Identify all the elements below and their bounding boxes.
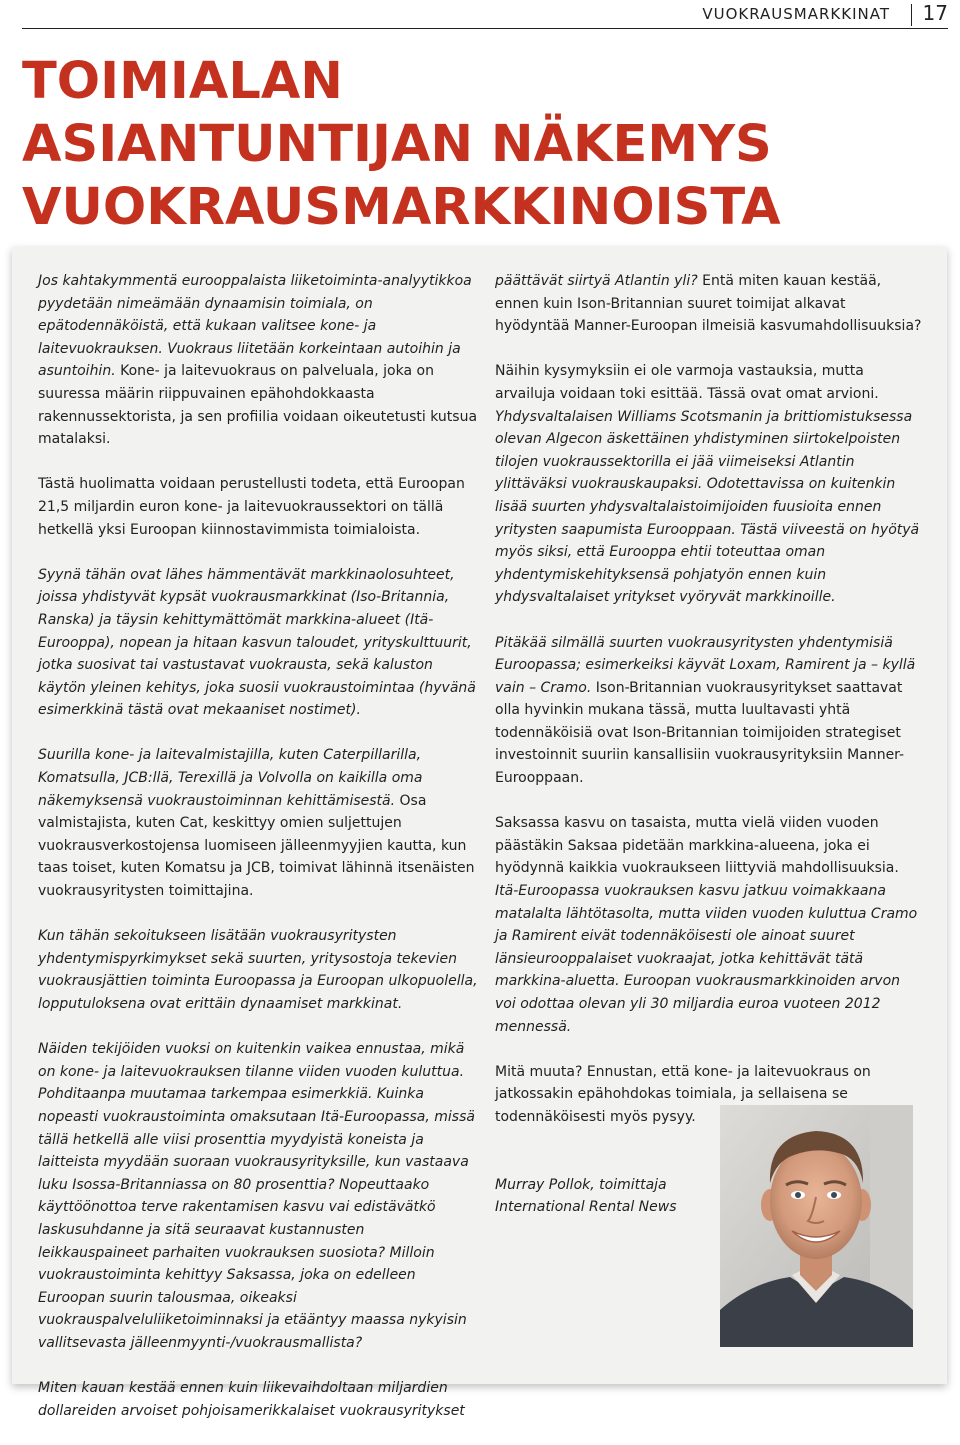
portrait-photo-icon — [720, 1105, 913, 1347]
paragraph — [38, 744, 478, 902]
paragraph — [38, 270, 478, 451]
article-title — [22, 50, 942, 239]
paragraph: Tästä huolimatta voidaan perustellusti todeta, että Euroopan 21,5 miljardin euron kone- ja laitevuokraussektori on tällä hetkellä yksi Euroopan kiinnostavimmista toimialoista. — [38, 476, 465, 538]
paragraph-regular: Entä miten kauan kestää, ennen kuin Ison-Britannian suuret toimijat alkavat hyödyntää Manner-Euroopan ilmeisiä kasvumahdollisuuksia? — [495, 273, 922, 335]
page-number: 17 — [922, 1, 948, 25]
paragraph-italic: Pitäkää silmällä suurten vuokrausyritysten yhdentymisiä Euroopassa; esimerkeiksi käyvät Loxam, Ramirent ja – kyllä vain – Cramo. — [495, 634, 916, 696]
left-column — [38, 270, 478, 1445]
paragraph — [495, 812, 923, 1038]
paragraph: Syynä tähän ovat lähes hämmentävät markkinaolosuhteet, joissa yhdistyvät kypsät vuokrausmarkkinat (Iso-Britannia, Ranska) ja täysin kehittymättömät markkina-alueet (Itä-Eurooppa), nopean ja hitaan kasvun taloudet, yrityskulttuurit, jotka suosivat tai vastustavat vuokrausta, sekä kaluston käytön yleinen kehitys, joka suosii vuokraustoimintaa (hyvänä esimerkkinä tästä ovat mekaaniset nostimet). — [38, 566, 476, 719]
paragraph-italic: päättävät siirtyä Atlantin yli? — [495, 273, 698, 289]
paragraph-italic: Yhdysvaltalaisen Williams Scotsmanin ja brittiomistuksessa olevan Algecon äskettäinen yhdistyminen siirtokelpoisten tilojen vuokraussektorilla ei jää viimeiseksi Atlantin ylittäväksi vuokrauskaupaksi. Odotettavissa on kuitenkin lisää suurten yhdysvaltalaistoimijoiden fuusioita ennen yritysten saapumista Eurooppaan. Tästä viiveestä on hyötyä myös siksi, että Eurooppa ehtii toteuttaa oman yhdentymiskehityksensä pohjatyön ennen kuin yhdysvaltalaiset yritykset vyöryvät markkinoille. — [495, 408, 920, 606]
paragraph: Mitä muuta? Ennustan, että kone- ja laitevuokraus on jatkossakin epähohdokas toimiala, ja sellaisena se todennäköisesti myös pysyy. — [495, 1063, 871, 1125]
paragraph-regular: Ison-Britannian vuokrausyritykset saattavat olla hyvinkin mukana tässä, mutta luultavasti yhtä todennäköisiä ovat Ison-Britannian toimijoiden strategiset investoinnit suuriin kansallisiin vuokrausyrityksiin Manner-Eurooppaan. — [495, 679, 905, 787]
paragraph-regular: Kone- ja laitevuokraus on palveluala, joka on suuressa määrin riippuvainen epähohdokkaasta rakennussektorista, ja sen profiilia voidaan oikeutetusti kutsua matalaksi. — [38, 363, 478, 448]
paragraph-regular: Osa valmistajista, kuten Cat, keskittyy omien suljettujen vuokrausverkostojensa luomiseen jälleenmyyjien kautta, kun taas toiset, kuten Komatsu ja JCB, toimivat lähinnä itsenäisten vuokrausyritysten toimittajina. — [38, 792, 475, 900]
header-divider — [911, 4, 912, 26]
title-line-3: VUOKRAUSMARKKINOISTA — [22, 178, 781, 237]
paragraph: Miten kauan kestää ennen kuin liikevaihdoltaan miljardien dollareiden arvoiset pohjoisamerikkalaiset vuokrausyritykset — [38, 1380, 465, 1419]
paragraph-regular: Saksassa kasvu on tasaista, mutta vielä viiden vuoden päästäkin Saksaa pidetään markkina-alueena, joka ei hyödynnä kaikkia vuokraukseen liittyviä mahdollisuuksia. — [495, 815, 899, 877]
paragraph-italic: Suurilla kone- ja laitevalmistajilla, kuten Caterpillarilla, Komatsulla, JCB:llä, Terexillä ja Volvolla on kaikilla oma näkemyksensä vuokraustoiminnan kehittämisestä. — [38, 747, 423, 809]
author-name: Murray Pollok, toimittaja — [495, 1176, 667, 1193]
paragraph-italic: Itä-Euroopassa vuokrauksen kasvu jatkuu voimakkaana matalalta lähtötasolta, mutta viiden vuoden kuluttua Cramo ja Ramirent eivät todennäköisesti ole ainoat suuret länsieurooppalaiset vuokraajat, jotka kehittävät tätä markkina-aluetta. Euroopan vuokrausmarkkinoiden arvon voi odottaa olevan yli 30 miljardia euroa vuoteen 2012 mennessä. — [495, 883, 918, 1035]
section-label: VUOKRAUSMARKKINAT — [702, 5, 890, 23]
title-line-2: ASIANTUNTIJAN NÄKEMYS — [22, 115, 772, 174]
paragraph-italic: Jos kahtakymmentä eurooppalaista liiketoiminta-analyytikkoa pyydetään nimeämään dynaamisin toimiala, on epätodennäköistä, että kukaan valitsee kone- ja laitevuokrauksen. Vuokraus liitetään korkeintaan autoihin ja asuntoihin. — [38, 273, 472, 380]
right-column — [495, 270, 923, 1241]
paragraph-regular: Näihin kysymyksiin ei ole varmoja vastauksia, mutta arvailuja voidaan toki esittää. Tässä ovat omat arvioni. — [495, 363, 879, 402]
paragraph: Kun tähän sekoitukseen lisätään vuokrausyritysten yhdentymispyrkimykset sekä suurten, yritysostoja tekevien vuokrausjättien toiminta Euroopassa ja Euroopan ulkopuolella, lopputuloksena ovat erittäin dynaamiset markkinat. — [38, 928, 478, 1012]
paragraph — [495, 270, 923, 338]
page-header — [22, 0, 948, 29]
paragraph — [495, 360, 923, 609]
paragraph — [495, 632, 923, 790]
paragraph: Näiden tekijöiden vuoksi on kuitenkin vaikea ennustaa, mikä on kone- ja laitevuokrauksen tilanne viiden vuoden kuluttua. Pohditaanpa muutamaa tarkempaa esimerkkiä. Kuinka nopeasti vuokraustoiminta omaksutaan Itä-Euroopassa, missä tällä hetkellä alle viisi prosenttia myydyistä koneista ja laitteista myydään suoraan vuokrausyrityksille, kun vastaava luku Isossa-Britanniassa on 80 prosenttia? Nopeuttaako käyttöönottoa terve rakentamisen kasvu vai edistävätkö laskusuhdanne ja sitä seuraavat kustannusten leikkauspaineet parhaiten vuokrauksen suosiota? Milloin vuokraustoiminta kehittyy Saksassa, joka on edelleen Euroopan suurin talousmaa, oikeaksi vuokrauspalveluliiketoiminnaksi ja etääntyy maassa nykyisin vallitsevasta jälleenmyynti-/vuokrausmallista? — [38, 1041, 475, 1351]
author-portrait — [720, 1105, 913, 1347]
title-line-1: TOIMIALAN — [22, 52, 343, 111]
author-organization: International Rental News — [495, 1199, 677, 1216]
